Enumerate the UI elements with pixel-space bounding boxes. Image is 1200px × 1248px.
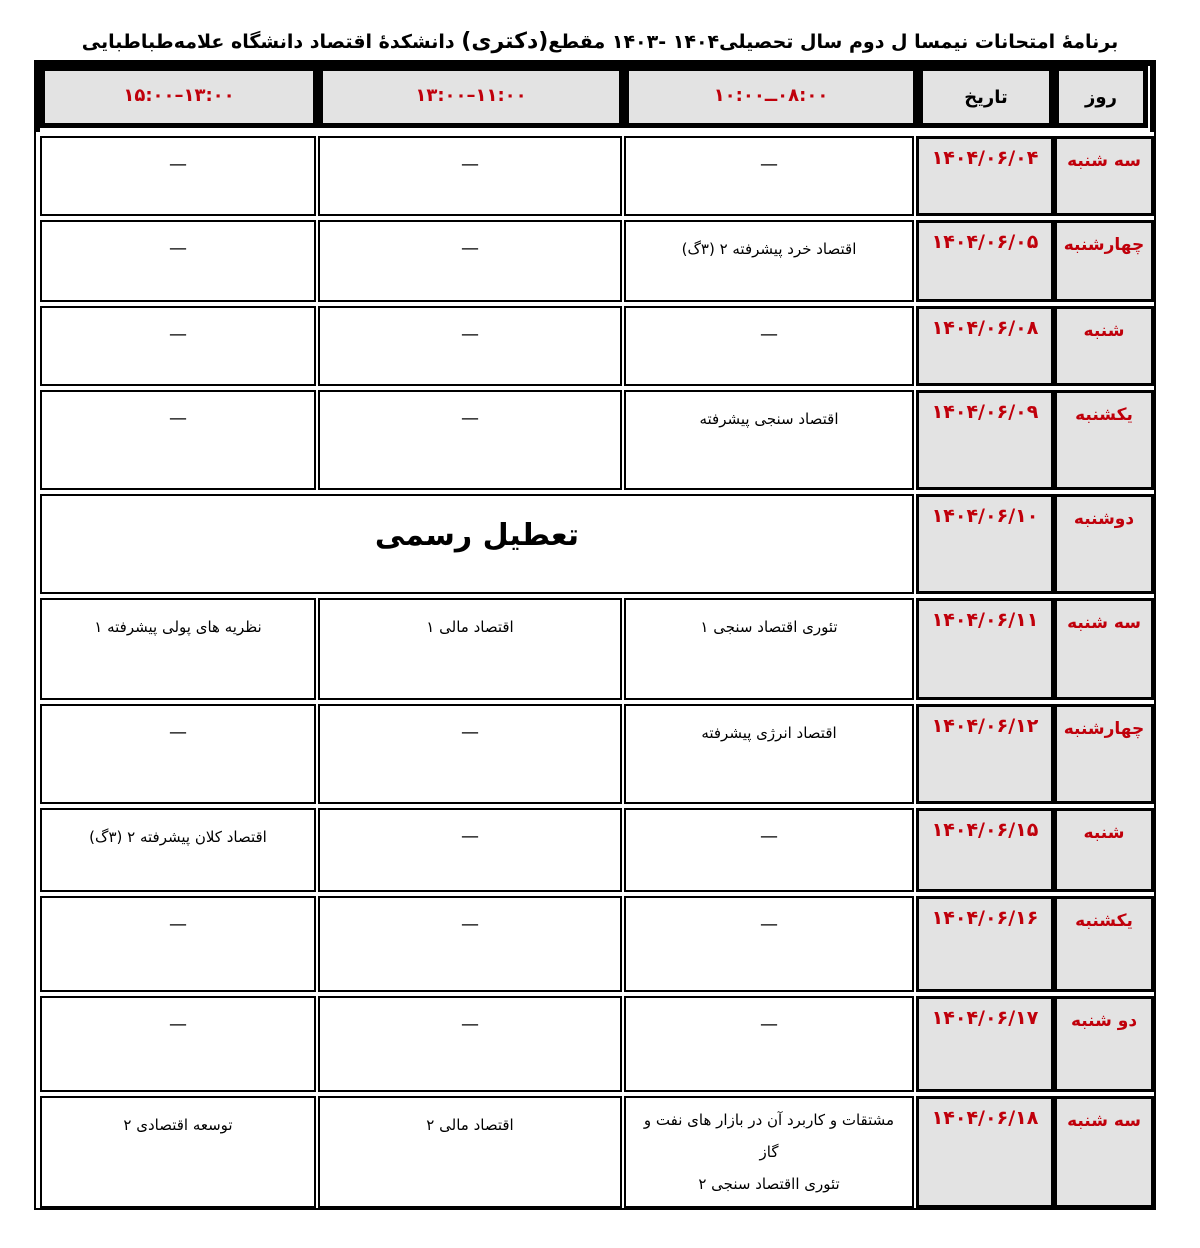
empty-slot-dash: — xyxy=(461,914,479,935)
header-slot-2: ۱۱:۰۰–۱۳:۰۰ xyxy=(318,66,624,128)
exam-slot-2 xyxy=(318,704,622,804)
course-name: اقتصاد خرد پیشرفته ۲ (۳گ) xyxy=(681,240,857,258)
exam-slot-3 xyxy=(40,220,316,302)
day-label: سه شنبه xyxy=(1067,1111,1141,1131)
exam-slot-2 xyxy=(318,996,622,1092)
header-day: روز xyxy=(1054,66,1148,128)
date-label: ۱۴۰۴/۰۶/۱۲ xyxy=(931,715,1039,737)
day-label: یکشنبه xyxy=(1075,405,1133,425)
course-name: اقتصاد سنجی پیشرفته xyxy=(699,410,839,428)
day-label: شنبه xyxy=(1083,823,1125,843)
day-cell xyxy=(1054,1096,1154,1208)
day-label: سه شنبه xyxy=(1067,613,1141,633)
course-line: تئوری ااقتصاد سنجی ۲ xyxy=(698,1175,840,1193)
date-label: ۱۴۰۴/۰۶/۰۹ xyxy=(931,401,1039,423)
exam-slot-1 xyxy=(624,704,914,804)
exam-slot-3 xyxy=(40,996,316,1092)
empty-slot-dash: — xyxy=(760,154,778,175)
exam-slot-1 xyxy=(624,896,914,992)
exam-slot-3 xyxy=(40,808,316,892)
exam-slot-1 xyxy=(624,1096,914,1208)
day-cell xyxy=(1054,598,1154,700)
day-cell xyxy=(1054,306,1154,386)
date-label: ۱۴۰۴/۰۶/۰۸ xyxy=(931,317,1039,339)
exam-slot-2 xyxy=(318,220,622,302)
date-cell xyxy=(916,704,1054,804)
day-label: سه شنبه xyxy=(1067,151,1141,171)
exam-slot-2 xyxy=(318,598,622,700)
date-label: ۱۴۰۴/۰۶/۱۷ xyxy=(931,1007,1039,1029)
day-label: دوشنبه xyxy=(1073,509,1135,529)
title-suffix: دانشکدۀ اقتصاد دانشگاه علامه‌طباطبایی xyxy=(81,31,462,53)
day-cell xyxy=(1054,390,1154,490)
date-cell xyxy=(916,598,1054,700)
course-name: توسعه اقتصادی ۲ xyxy=(123,1116,233,1134)
exam-slot-2 xyxy=(318,136,622,216)
header-slot-1: ۰۸:۰۰ــ۱۰:۰۰ xyxy=(624,66,918,128)
empty-slot-dash: — xyxy=(760,324,778,345)
date-cell xyxy=(916,1096,1054,1208)
exam-slot-2 xyxy=(318,808,622,892)
empty-slot-dash: — xyxy=(760,914,778,935)
exam-slot-3 xyxy=(40,136,316,216)
title-level: (دکتری) xyxy=(461,29,549,54)
empty-slot-dash: — xyxy=(169,324,187,345)
empty-slot-dash: — xyxy=(760,1014,778,1035)
date-cell xyxy=(916,220,1054,302)
date-cell xyxy=(916,808,1054,892)
course-name: تئوری اقتصاد سنجی ۱ xyxy=(700,618,838,636)
course-name: اقتصاد انرژی پیشرفته xyxy=(701,724,837,742)
empty-slot-dash: — xyxy=(461,238,479,259)
course-line: گاز xyxy=(759,1143,779,1161)
exam-slot-3 xyxy=(40,390,316,490)
date-label: ۱۴۰۴/۰۶/۰۵ xyxy=(931,231,1039,253)
empty-slot-dash: — xyxy=(461,722,479,743)
empty-slot-dash: — xyxy=(461,1014,479,1035)
date-cell xyxy=(916,136,1054,216)
day-label: دو شنبه xyxy=(1070,1011,1138,1031)
date-label: ۱۴۰۴/۰۶/۱۸ xyxy=(931,1107,1039,1129)
course-name: اقتصاد مالی ۲ xyxy=(426,1116,514,1134)
exam-slot-3 xyxy=(40,306,316,386)
holiday-cell xyxy=(40,494,914,594)
exam-slot-2 xyxy=(318,306,622,386)
page-title xyxy=(0,22,1200,62)
date-label: ۱۴۰۴/۰۶/۰۴ xyxy=(931,147,1039,169)
course-name: اقتصاد کلان پیشرفته ۲ (۳گ) xyxy=(89,828,267,846)
exam-slot-2 xyxy=(318,896,622,992)
day-label: چهارشنبه xyxy=(1063,235,1145,255)
date-cell xyxy=(916,996,1054,1092)
empty-slot-dash: — xyxy=(169,1014,187,1035)
date-label: ۱۴۰۴/۰۶/۱۰ xyxy=(931,505,1039,527)
exam-slot-2 xyxy=(318,1096,622,1208)
holiday-label: تعطیل رسمی xyxy=(374,518,580,553)
course-name: نظریه های پولی پیشرفته ۱ xyxy=(94,618,262,636)
exam-slot-3 xyxy=(40,1096,316,1208)
title-prefix: برنامۀ امتحانات نیمسا ل دوم سال تحصیلی۱۴۰۴ -۱۴۰۳ مقطع xyxy=(548,31,1119,53)
day-cell xyxy=(1054,996,1154,1092)
date-cell xyxy=(916,306,1054,386)
exam-schedule-table xyxy=(34,60,1156,1210)
date-cell xyxy=(916,494,1054,594)
day-cell xyxy=(1054,704,1154,804)
exam-slot-3 xyxy=(40,896,316,992)
day-label: یکشنبه xyxy=(1075,911,1133,931)
empty-slot-dash: — xyxy=(169,914,187,935)
date-label: ۱۴۰۴/۰۶/۱۵ xyxy=(931,819,1039,841)
exam-slot-1 xyxy=(624,996,914,1092)
course-name: اقتصاد مالی ۱ xyxy=(426,618,514,636)
day-cell xyxy=(1054,136,1154,216)
empty-slot-dash: — xyxy=(461,826,479,847)
date-label: ۱۴۰۴/۰۶/۱۱ xyxy=(931,609,1039,631)
course-line: مشتقات و کاربرد آن در بازار های نفت و xyxy=(643,1111,895,1129)
exam-slot-1 xyxy=(624,390,914,490)
empty-slot-dash: — xyxy=(760,826,778,847)
date-cell xyxy=(916,390,1054,490)
empty-slot-dash: — xyxy=(461,324,479,345)
exam-slot-2 xyxy=(318,390,622,490)
empty-slot-dash: — xyxy=(169,722,187,743)
empty-slot-dash: — xyxy=(461,408,479,429)
exam-slot-1 xyxy=(624,136,914,216)
exam-slot-1 xyxy=(624,306,914,386)
day-cell xyxy=(1054,896,1154,992)
exam-slot-1 xyxy=(624,598,914,700)
empty-slot-dash: — xyxy=(169,154,187,175)
exam-slot-1 xyxy=(624,220,914,302)
exam-slot-1 xyxy=(624,808,914,892)
header-slot-3: ۱۳:۰۰–۱۵:۰۰ xyxy=(40,66,318,128)
day-cell xyxy=(1054,220,1154,302)
day-cell xyxy=(1054,494,1154,594)
exam-slot-3 xyxy=(40,598,316,700)
day-label: چهارشنبه xyxy=(1063,719,1145,739)
day-cell xyxy=(1054,808,1154,892)
empty-slot-dash: — xyxy=(169,408,187,429)
date-label: ۱۴۰۴/۰۶/۱۶ xyxy=(931,907,1039,929)
date-cell xyxy=(916,896,1054,992)
empty-slot-dash: — xyxy=(169,238,187,259)
day-label: شنبه xyxy=(1083,321,1125,341)
header-date: تاریخ xyxy=(918,66,1054,128)
empty-slot-dash: — xyxy=(461,154,479,175)
exam-slot-3 xyxy=(40,704,316,804)
